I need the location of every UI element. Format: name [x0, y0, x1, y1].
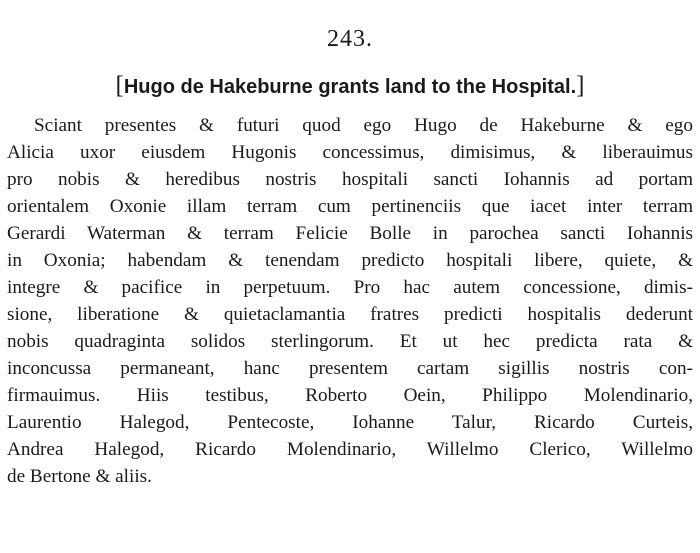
heading-open-bracket: [ — [115, 72, 124, 99]
body-line: pro nobis & heredibus nostris hospitali sancti Iohannis ad portam — [7, 169, 693, 190]
body-line: orientalem Oxonie illam terram cum pertinenciis que iacet inter terram — [7, 196, 693, 217]
body-line: Laurentio Halegod, Pentecoste, Iohanne Talur, Ricardo Curteis, — [7, 412, 693, 433]
body-line: Gerardi Waterman & terram Felicie Bolle in parochea sancti Iohannis — [7, 223, 693, 244]
page-number: 243. — [327, 26, 373, 52]
body-line: in Oxonia; habendam & tenendam predicto hospitali libere, quiete, & — [7, 250, 693, 271]
body-line: Andrea Halegod, Ricardo Molendinario, Willelmo Clerico, Willelmo — [7, 439, 693, 460]
body-line: Sciant presentes & futuri quod ego Hugo de Hakeburne & ego — [34, 115, 693, 136]
body-line: integre & pacifice in perpetuum. Pro hac autem concessione, dimis- — [7, 277, 693, 298]
body-line: firmauimus. Hiis testibus, Roberto Oein, Philippo Molendinario, — [7, 385, 693, 406]
body-line: sione, liberatione & quietaclamantia fratres predicti hospitalis dederunt — [7, 304, 693, 325]
body-line: de Bertone & aliis. — [7, 466, 152, 487]
charter-heading — [0, 72, 700, 100]
charter-body — [7, 112, 693, 490]
body-line: nobis quadraginta solidos sterlingorum. Et ut hec predicta rata & — [7, 331, 693, 352]
heading-title: Hugo de Hakeburne grants land to the Hospital. — [123, 76, 577, 98]
body-line: inconcussa permaneant, hanc presentem cartam sigillis nostris con- — [7, 358, 693, 379]
body-line: Alicia uxor eiusdem Hugonis concessimus, dimisimus, & liberauimus — [7, 142, 693, 163]
heading-close-bracket: ] — [576, 72, 585, 99]
